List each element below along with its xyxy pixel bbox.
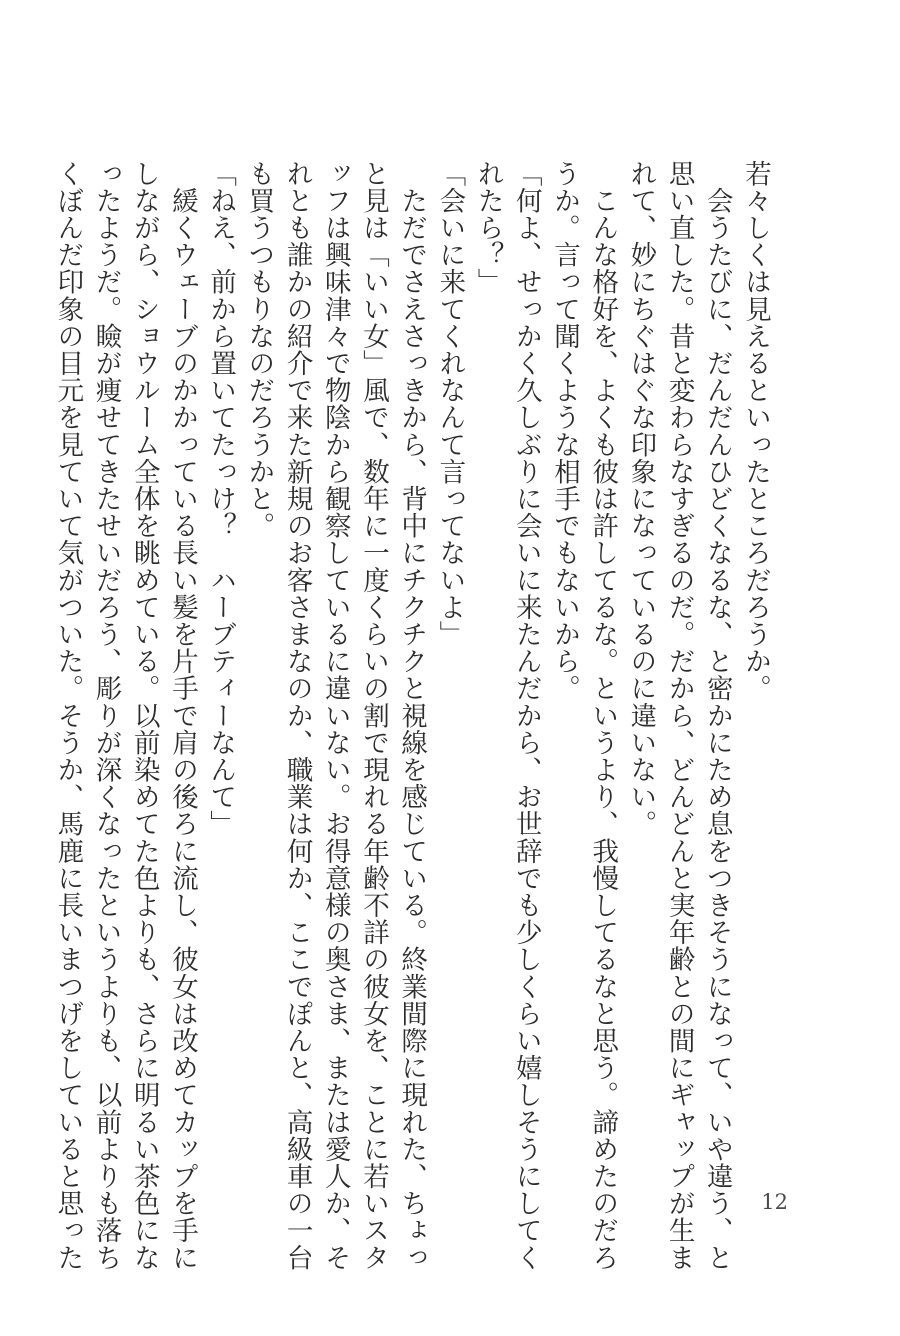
text-line: れたら？」	[472, 160, 504, 296]
text-line: うか。言って聞くような相手でもないから。	[548, 160, 580, 702]
text-line: ただでさえさっきから、背中にチクチクと視線を感じている。終業間際に現れた、ちょっ	[396, 160, 428, 1272]
vertical-text-block	[52, 160, 774, 1272]
text-line: れて、妙にちぐはぐな印象になっているのに違いない。	[625, 160, 657, 838]
text-line: くぼんだ印象の目元を見ていて気がついた。そうか、馬鹿に長いまつげをしていると思った	[52, 160, 84, 1272]
text-line: ったようだ。瞼が痩せてきたせいだろう、彫りが深くなったというよりも、以前よりも落ち	[90, 160, 122, 1272]
text-line: れとも誰かの紹介で来た新規のお客さまなのか、職業は何か、ここでぽんと、高級車の一台	[281, 160, 313, 1272]
text-line: 若々しくは見えるといったところだろうか。	[740, 160, 771, 702]
text-line: しながら、ショウルーム全体を眺めている。以前染めてた色よりも、さらに明るい茶色にな	[128, 160, 160, 1272]
text-line: 「何よ、せっかく久しぶりに会いに来たんだから、お世辞でも少しくらい嬉しそうにしてく	[510, 160, 542, 1272]
text-line: 会うたびに、だんだんひどくなるな、と密かにため息をつきそうになって、いや違う、と	[701, 160, 733, 1272]
text-line: と見は「いい女」風で、数年に一度くらいの割で現れる年齢不詳の彼女を、ことに若いスタ	[357, 160, 389, 1272]
text-line: 「ねえ、前から置いてたっけ？ ハーブティーなんて」	[205, 160, 237, 838]
text-line: ッフは興味津々で物陰から観察しているに違いない。お得意様の奥さま、または愛人か、そ	[319, 160, 351, 1272]
page-number: 12	[761, 1190, 788, 1214]
text-line: こんな格好を、よくも彼は許してるな。というより、我慢してるなと思う。諦めたのだろ	[587, 160, 619, 1272]
text-line: 緩くウェーブのかかっている長い髪を片手で肩の後ろに流し、彼女は改めてカップを手に	[166, 160, 198, 1272]
text-line: も買うつもりなのだろうかと。	[243, 160, 275, 540]
text-line: 思い直した。昔と変わらなすぎるのだ。だから、どんどんと実年齢との間にギャップが生ま	[663, 160, 695, 1272]
text-line: 「会いに来てくれなんて言ってないよ」	[434, 160, 466, 648]
